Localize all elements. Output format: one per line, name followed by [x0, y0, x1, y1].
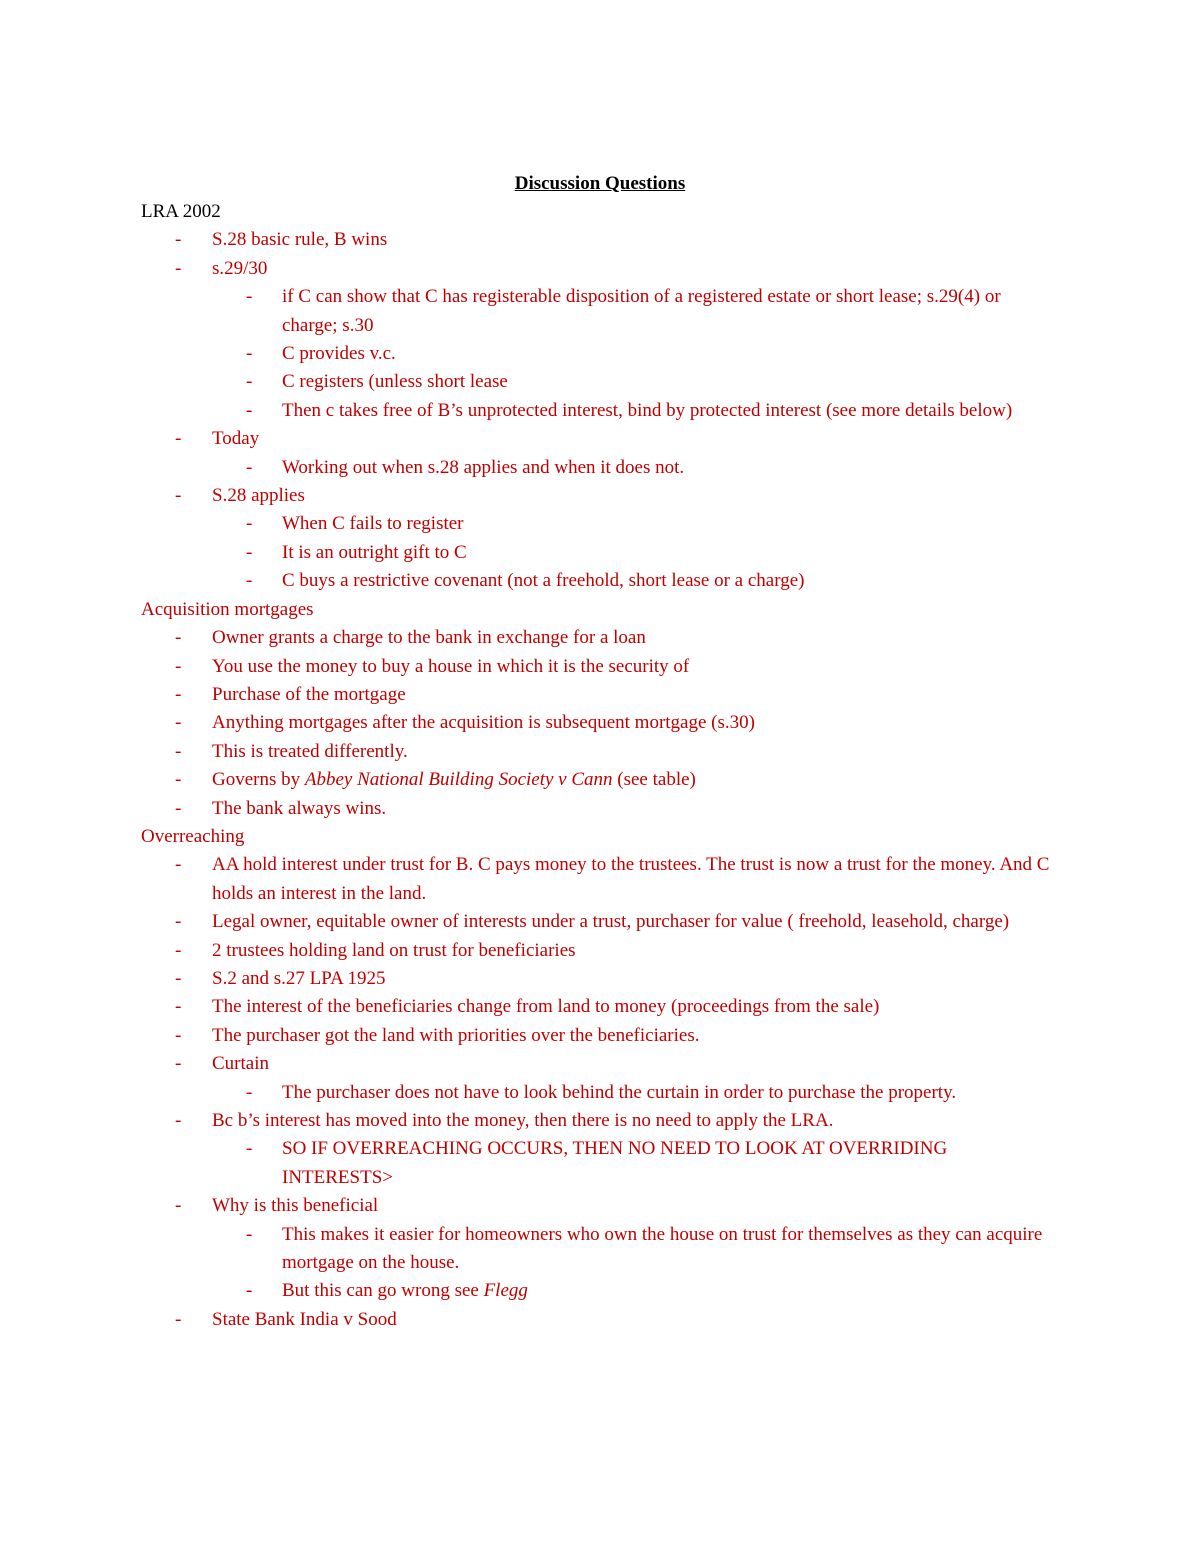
list-item-text: Then c takes free of B’s unprotected interest, bind by protected interest (see more details below): [282, 399, 1013, 421]
section-heading-lra: LRA 2002: [141, 201, 221, 222]
list-item-text: s.29/30: [212, 257, 268, 279]
list-item-text: S.28 basic rule, B wins: [212, 229, 388, 251]
bullet-dash: -: [175, 655, 182, 677]
bullet-dash: -: [246, 1081, 253, 1103]
bullet-dash: -: [175, 1053, 182, 1075]
list-item: [141, 226, 1051, 254]
sub-list-item: [141, 1135, 1051, 1192]
list-item: [141, 965, 1051, 993]
section-heading-overreaching: Overreaching: [141, 825, 245, 847]
case-name-flegg: Flegg: [483, 1280, 528, 1302]
list-item-text: S.2 and s.27 LPA 1925: [212, 967, 386, 989]
sub-list-item: [141, 567, 1051, 595]
list-item: [141, 1022, 1051, 1050]
bullet-dash: -: [246, 286, 253, 308]
section-heading-acquisition: Acquisition mortgages: [141, 598, 314, 620]
list-item: [141, 795, 1051, 823]
bullet-dash: -: [175, 996, 182, 1018]
bullet-dash: -: [175, 257, 182, 279]
governs-prefix: Governs by: [212, 769, 305, 791]
bullet-dash: -: [246, 371, 253, 393]
list-item: [141, 1107, 1051, 1135]
bullet-dash: -: [175, 712, 182, 734]
list-item: [141, 709, 1051, 737]
sub-list-item: [141, 1079, 1051, 1107]
list-item: [141, 425, 1051, 453]
bullet-dash: -: [246, 1280, 253, 1302]
bullet-dash: -: [246, 541, 253, 563]
bullet-dash: -: [175, 967, 182, 989]
sub-list-item: [141, 397, 1051, 425]
list-item: [141, 1306, 1051, 1334]
sub-list-item: [141, 340, 1051, 368]
list-item-text: Legal owner, equitable owner of interests under a trust, purchaser for value ( freehold, leasehold, charge): [212, 911, 1010, 933]
bullet-dash: -: [175, 854, 182, 876]
sub-list-item: [141, 1221, 1051, 1278]
list-item: [141, 653, 1051, 681]
list-item-text: AA hold interest under trust for B. C pays money to the trustees. The trust is now a trust for the money. And C holds an interest in the land.: [212, 854, 1050, 904]
bullet-dash: -: [175, 683, 182, 705]
list-item-text: It is an outright gift to C: [282, 541, 467, 563]
bullet-dash: -: [175, 1024, 182, 1046]
list-item-text: C buys a restrictive covenant (not a freehold, short lease or a charge): [282, 570, 805, 592]
bullet-dash: -: [175, 229, 182, 251]
list-item-text: C provides v.c.: [282, 343, 396, 365]
list-item-text: C registers (unless short lease: [282, 371, 508, 393]
list-item: [141, 1050, 1051, 1078]
list-item-text: You use the money to buy a house in which it is the security of: [212, 655, 690, 677]
bullet-dash: -: [175, 740, 182, 762]
list-item-text: Working out when s.28 applies and when it does not.: [282, 456, 685, 478]
list-item-text: When C fails to register: [282, 513, 464, 535]
notes-body: [141, 198, 1051, 1334]
list-item: [141, 482, 1051, 510]
bullet-dash: -: [246, 456, 253, 478]
sub-list-item: [141, 1277, 1051, 1305]
bullet-dash: -: [175, 911, 182, 933]
list-item: [141, 624, 1051, 652]
list-item-text: if C can show that C has registerable disposition of a registered estate or short lease; s.29(4) or charge; s.30: [282, 286, 1001, 336]
list-item-text: State Bank India v Sood: [212, 1308, 397, 1330]
list-item: [141, 766, 1051, 794]
bullet-dash: -: [175, 939, 182, 961]
flegg-prefix: But this can go wrong see: [282, 1280, 484, 1302]
list-item-text: SO IF OVERREACHING OCCURS, THEN NO NEED TO LOOK AT OVERRIDING INTERESTS>: [282, 1138, 948, 1188]
bullet-dash: -: [246, 343, 253, 365]
list-item-text: Curtain: [212, 1053, 269, 1075]
list-item: [141, 908, 1051, 936]
list-item-text: S.28 applies: [212, 485, 305, 507]
list-item: [141, 851, 1051, 908]
sub-list-item: [141, 539, 1051, 567]
bullet-dash: -: [246, 399, 253, 421]
list-item-text: Why is this beneficial: [212, 1195, 379, 1217]
bullet-dash: -: [175, 797, 182, 819]
list-item-text: Bc b’s interest has moved into the money, then there is no need to apply the LRA.: [212, 1110, 834, 1131]
list-item-text: The purchaser does not have to look behind the curtain in order to purchase the property.: [282, 1081, 957, 1103]
sub-list-item: [141, 368, 1051, 396]
case-name-cann: Abbey National Building Society v Cann: [304, 769, 613, 791]
list-item-text: Anything mortgages after the acquisition is subsequent mortgage (s.30): [212, 712, 755, 734]
bullet-dash: -: [175, 627, 182, 649]
list-item-text: The interest of the beneficiaries change from land to money (proceedings from the sale): [212, 996, 880, 1018]
list-item: [141, 993, 1051, 1021]
bullet-dash: -: [175, 428, 182, 450]
list-item-text: The bank always wins.: [212, 797, 387, 819]
governs-suffix: (see table): [612, 769, 696, 791]
bullet-dash: -: [246, 1138, 253, 1160]
list-item: [141, 1192, 1051, 1220]
list-item: [141, 738, 1051, 766]
bullet-dash: -: [246, 1223, 253, 1245]
bullet-dash: -: [175, 485, 182, 507]
bullet-dash: -: [175, 769, 182, 791]
bullet-dash: -: [246, 513, 253, 535]
sub-list-item: [141, 283, 1051, 340]
list-item: [141, 255, 1051, 283]
bullet-dash: -: [175, 1195, 182, 1217]
list-item: [141, 681, 1051, 709]
list-item-text: This is treated differently.: [212, 740, 408, 762]
sub-list-item: [141, 454, 1051, 482]
list-item-text: Purchase of the mortgage: [212, 683, 406, 705]
sub-list-item: [141, 510, 1051, 538]
list-item-text: 2 trustees holding land on trust for beneficiaries: [212, 939, 576, 961]
list-item-text: This makes it easier for homeowners who own the house on trust for themselves as they can acquire mortgage on the house.: [282, 1223, 1043, 1274]
list-item: [141, 937, 1051, 965]
list-item-text: Owner grants a charge to the bank in exchange for a loan: [212, 627, 646, 649]
bullet-dash: -: [246, 570, 253, 592]
page-title: Discussion Questions: [514, 173, 686, 194]
bullet-dash: -: [175, 1308, 182, 1330]
list-item-text: Today: [212, 428, 260, 450]
bullet-dash: -: [175, 1110, 182, 1131]
list-item-text: The purchaser got the land with priorities over the beneficiaries.: [212, 1024, 700, 1046]
